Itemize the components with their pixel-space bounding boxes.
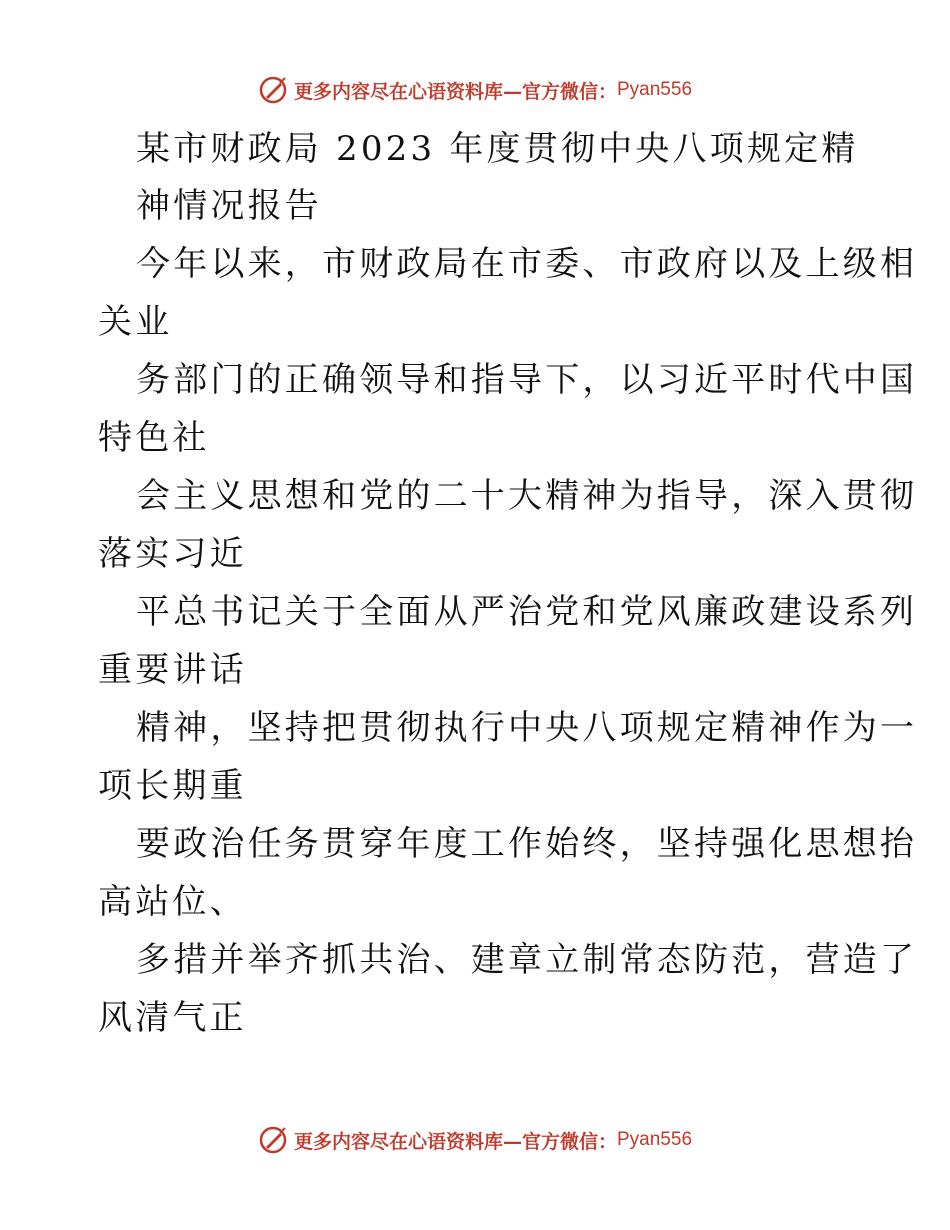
paragraph-line: 要政治任务贯穿年度工作始终，坚持强化思想抬	[136, 824, 918, 864]
document-title-line-1: 某市财政局 2023 年度贯彻中央八项规定精	[136, 129, 859, 169]
watermark-text: 更多内容尽在心语资料库—官方微信：	[293, 80, 617, 103]
watermark-text: 更多内容尽在心语资料库—官方微信：	[293, 1130, 617, 1153]
paragraph-line: 项长期重	[98, 766, 247, 806]
watermark-banner-top	[0, 72, 950, 108]
paragraph-line: 会主义思想和党的二十大精神为指导，深入贯彻	[136, 476, 918, 516]
paragraph-line: 高站位、	[98, 882, 247, 922]
paragraph-line: 风清气正	[98, 998, 247, 1038]
document-title-line-2: 神情况报告	[136, 186, 322, 226]
paragraph-line: 今年以来，市财政局在市委、市政府以及上级相	[136, 244, 918, 284]
watermark-wechat-id: Pyan556	[617, 79, 693, 100]
watermark-banner-bottom	[0, 1122, 950, 1158]
quill-pen-icon	[258, 75, 288, 105]
paragraph-line: 精神，坚持把贯彻执行中央八项规定精神作为一	[136, 708, 918, 748]
paragraph-line: 特色社	[98, 418, 210, 458]
watermark-wechat-id: Pyan556	[617, 1129, 693, 1150]
paragraph-line: 落实习近	[98, 534, 247, 574]
paragraph-line: 务部门的正确领导和指导下，以习近平时代中国	[136, 360, 918, 400]
paragraph-line: 多措并举齐抓共治、建章立制常态防范，营造了	[136, 940, 918, 980]
paragraph-line: 关业	[98, 302, 173, 342]
paragraph-line: 重要讲话	[98, 650, 247, 690]
paragraph-line: 平总书记关于全面从严治党和党风廉政建设系列	[136, 592, 918, 632]
quill-pen-icon	[258, 1125, 288, 1155]
